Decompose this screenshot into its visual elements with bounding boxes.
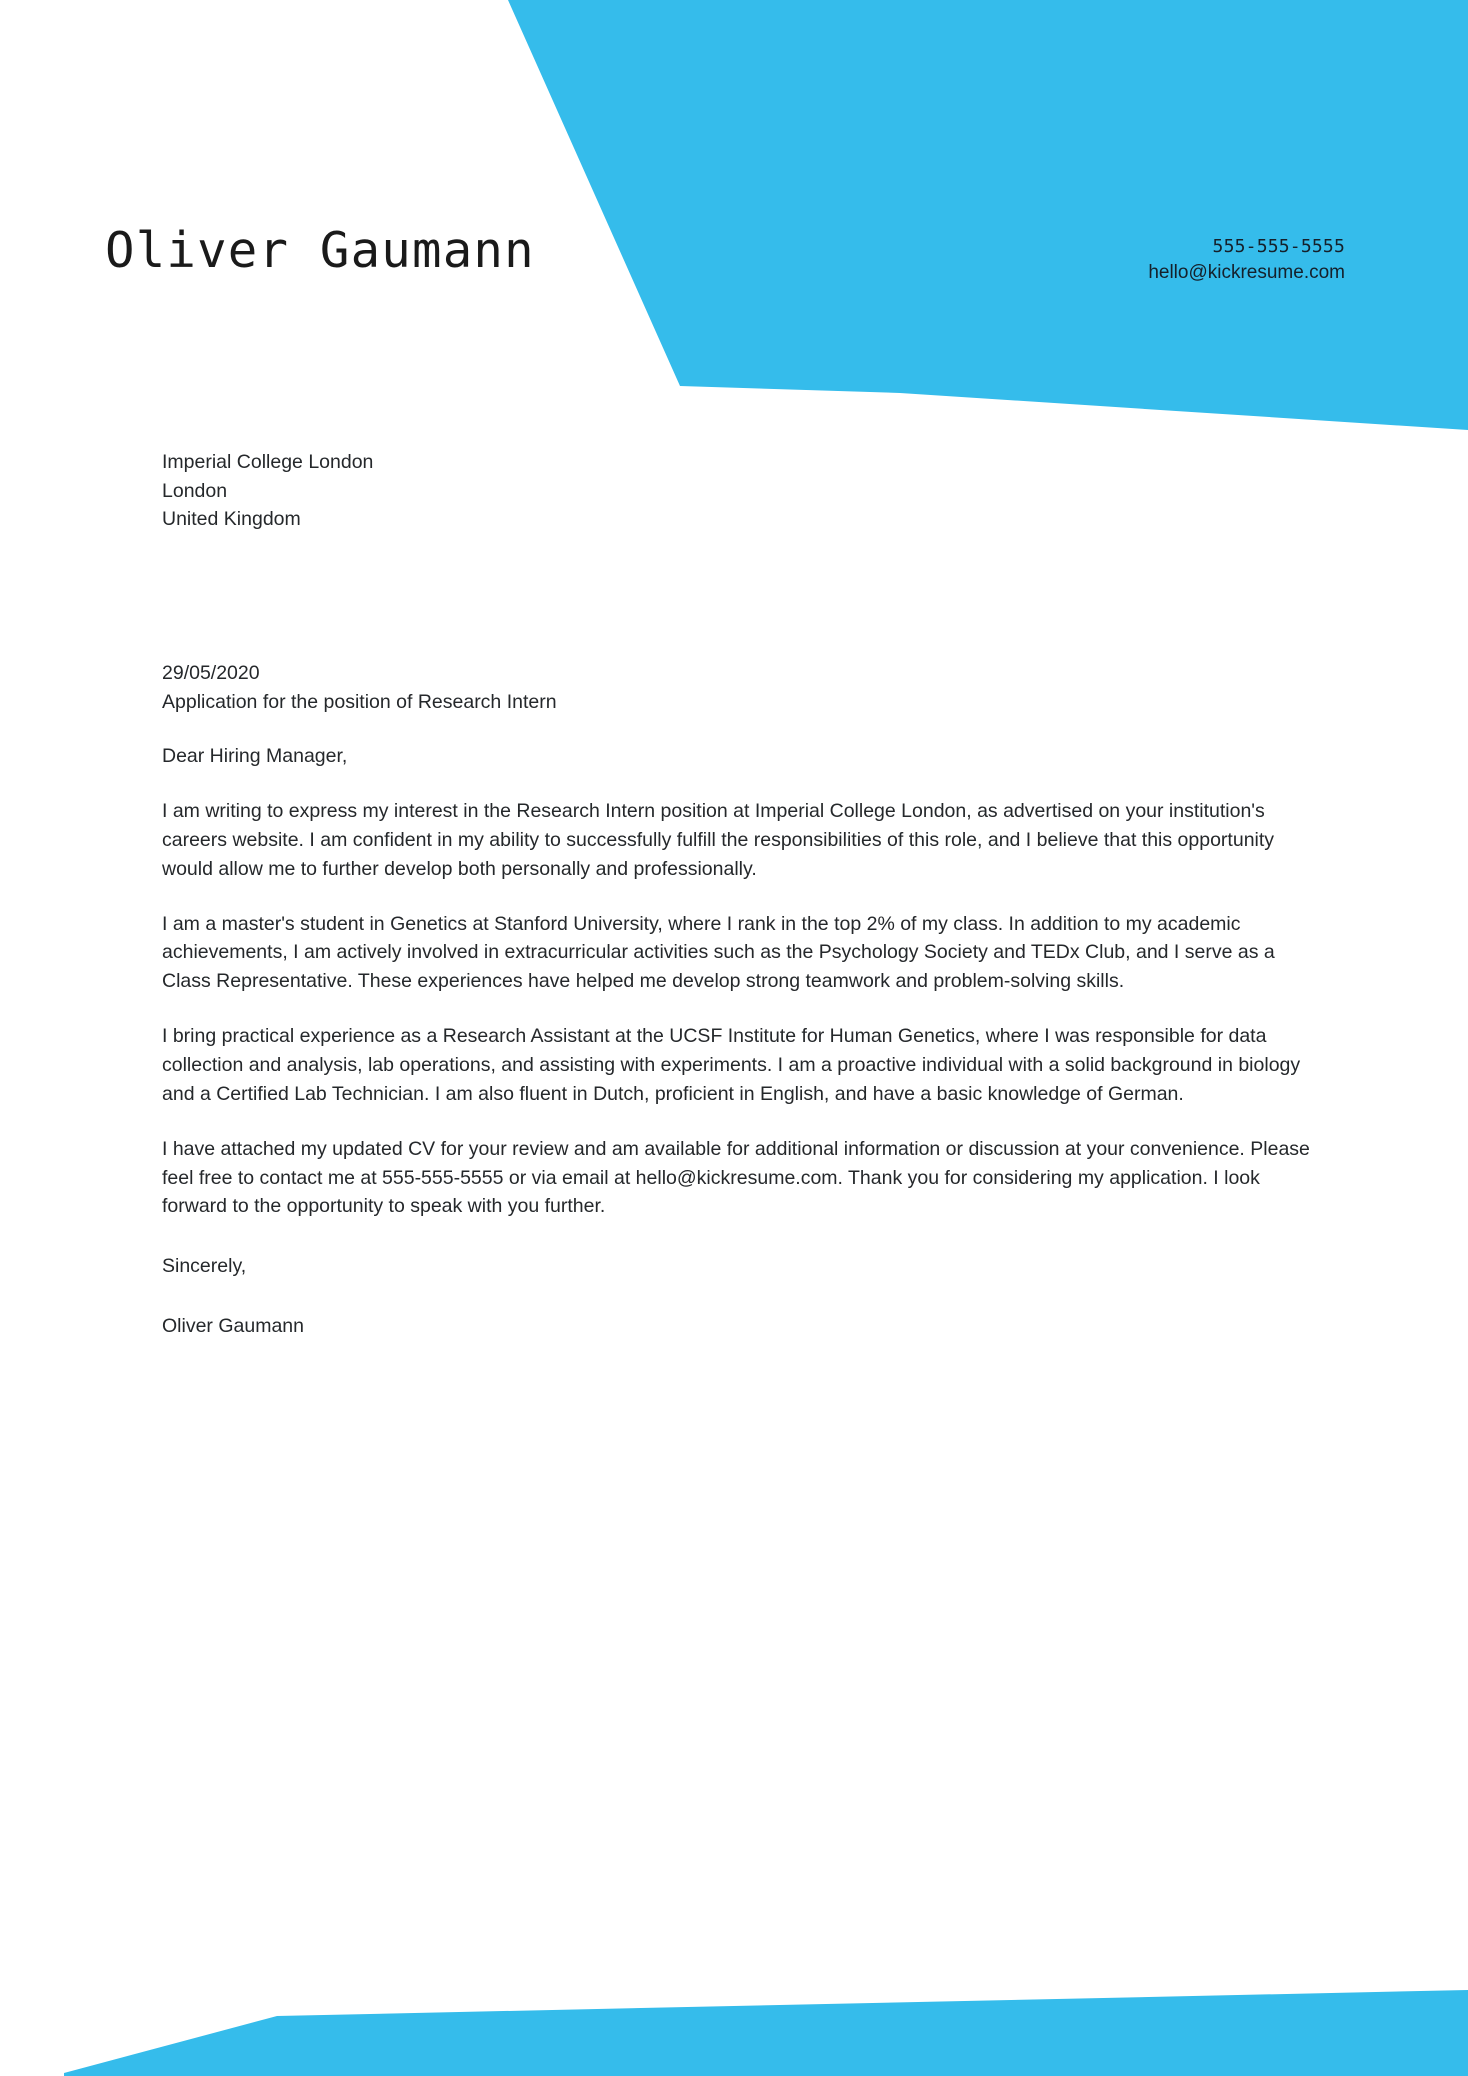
letter-body bbox=[162, 448, 1314, 1341]
letter-closing: Sincerely, bbox=[162, 1255, 247, 1278]
letter-paragraph: I am writing to express my interest in the Research Intern position at Imperial College London, as advertised on your institution's careers website. I am confident in my ability to successfully fulfill the responsibilities of this role, and I believe that this opportunity would allow me to further develop both personally and professionally. bbox=[162, 799, 1275, 880]
letter-date: 29/05/2020 bbox=[162, 661, 260, 684]
footer-accent-shape bbox=[0, 1976, 1468, 2076]
letter-signature: Oliver Gaumann bbox=[162, 1314, 304, 1337]
letter-header bbox=[0, 0, 1468, 440]
recipient-city: London bbox=[162, 479, 228, 502]
applicant-name: Oliver Gaumann bbox=[105, 222, 535, 279]
recipient-address bbox=[162, 448, 1314, 534]
contact-email: hello@kickresume.com bbox=[1148, 261, 1345, 283]
letter-salutation: Dear Hiring Manager, bbox=[162, 745, 348, 768]
letter-subject: Application for the position of Research Intern bbox=[162, 690, 557, 713]
recipient-country: United Kingdom bbox=[162, 508, 301, 531]
recipient-organization: Imperial College London bbox=[162, 451, 374, 473]
letter-paragraph: I have attached my updated CV for your review and am available for additional information or discussion at your convenience. Please feel free to contact me at 555-555-5555 or via email at hello@kickresume.com. Thank you for considering my application. I look forward to the opportunity to speak with you further. bbox=[162, 1137, 1310, 1218]
contact-block bbox=[1148, 234, 1345, 287]
contact-phone: 555-555-5555 bbox=[1212, 236, 1345, 257]
letter-paragraph: I bring practical experience as a Research Assistant at the UCSF Institute for Human Genetics, where I was responsible for data collection and analysis, lab operations, and assisting with experiments. I am a proactive individual with a solid background in biology and a Certified Lab Technician. I am also fluent in Dutch, proficient in English, and have a basic knowledge of German. bbox=[162, 1025, 1301, 1105]
letter-paragraph: I am a master's student in Genetics at Stanford University, where I rank in the top 2% of my class. In addition to my academic achievements, I am actively involved in extracurricular activities such as the Psychology Society and TEDx Club, and I serve as a Class Representative. These experiences have helped me develop strong teamwork and problem-solving skills. bbox=[162, 912, 1275, 993]
letter-meta bbox=[162, 659, 1314, 716]
